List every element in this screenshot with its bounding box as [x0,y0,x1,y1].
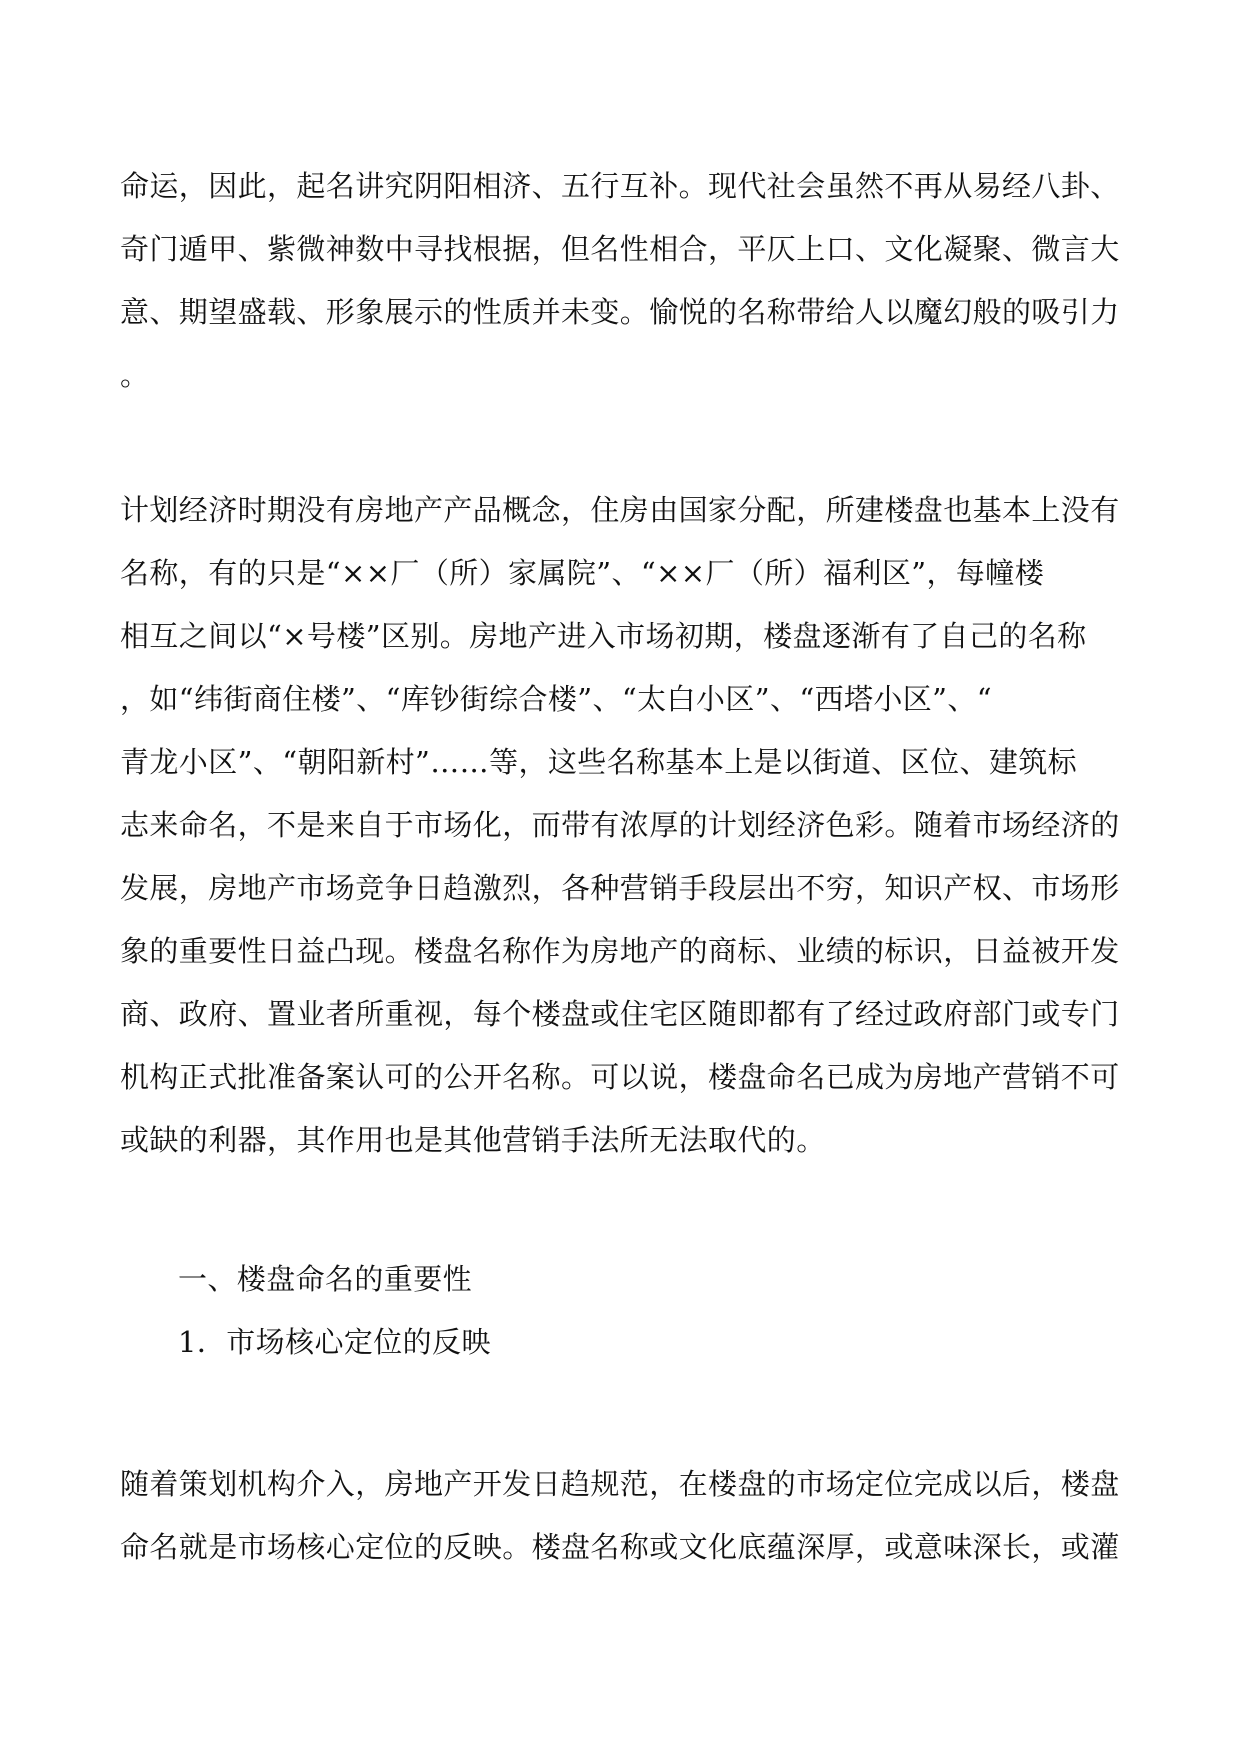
text-line: 青龙小区”、“朝阳新村”……等，这些名称基本上是以街道、区位、建筑标 [120,745,1078,779]
text-line: 名称，有的只是“××厂（所）家属院”、“××厂（所）福利区”，每幢楼 [120,556,1045,590]
text-line: 命运，因此，起名讲究阴阳相济、五行互补。现代社会虽然不再从易经八卦、 [120,169,1120,203]
text-line: 命名就是市场核心定位的反映。楼盘名称或文化底蕴深厚，或意味深长，或灌 [120,1530,1120,1564]
paragraph-1 [120,155,1120,407]
subsection-heading: 1．市场核心定位的反映 [178,1325,491,1359]
section-heading: 一、楼盘命名的重要性 [178,1262,473,1296]
text-line: 意、期望盛载、形象展示的性质并未变。愉悦的名称带给人以魔幻般的吸引力 [120,295,1120,329]
text-line: ，如“纬街商住楼”、“库钞街综合楼”、“太白小区”、“西塔小区”、“ [120,682,993,716]
text-line: 计划经济时期没有房地产产品概念，住房由国家分配，所建楼盘也基本上没有 [120,493,1120,527]
text-line: 发展，房地产市场竞争日趋激烈，各种营销手段层出不穷，知识产权、市场形 [120,871,1120,905]
text-line: 志来命名，不是来自于市场化，而带有浓厚的计划经济色彩。随着市场经济的 [120,808,1120,842]
section-headings [120,1248,1120,1374]
text-line: 随着策划机构介入，房地产开发日趋规范，在楼盘的市场定位完成以后，楼盘 [120,1467,1120,1501]
text-line: 相互之间以“×号楼”区别。房地产进入市场初期，楼盘逐渐有了自己的名称 [120,619,1087,653]
paragraph-3 [120,1453,1120,1579]
text-line: 机构正式批准备案认可的公开名称。可以说，楼盘命名已成为房地产营销不可 [120,1060,1120,1094]
text-line: 象的重要性日益凸现。楼盘名称作为房地产的商标、业绩的标识，日益被开发 [120,934,1120,968]
text-line: 或缺的利器，其作用也是其他营销手法所无法取代的。 [120,1123,826,1157]
text-line: 奇门遁甲、紫微神数中寻找根据，但名性相合，平仄上口、文化凝聚、微言大 [120,232,1120,266]
text-line: 商、政府、置业者所重视，每个楼盘或住宅区随即都有了经过政府部门或专门 [120,997,1120,1031]
text-line: 。 [120,358,150,392]
paragraph-2 [120,479,1120,1172]
